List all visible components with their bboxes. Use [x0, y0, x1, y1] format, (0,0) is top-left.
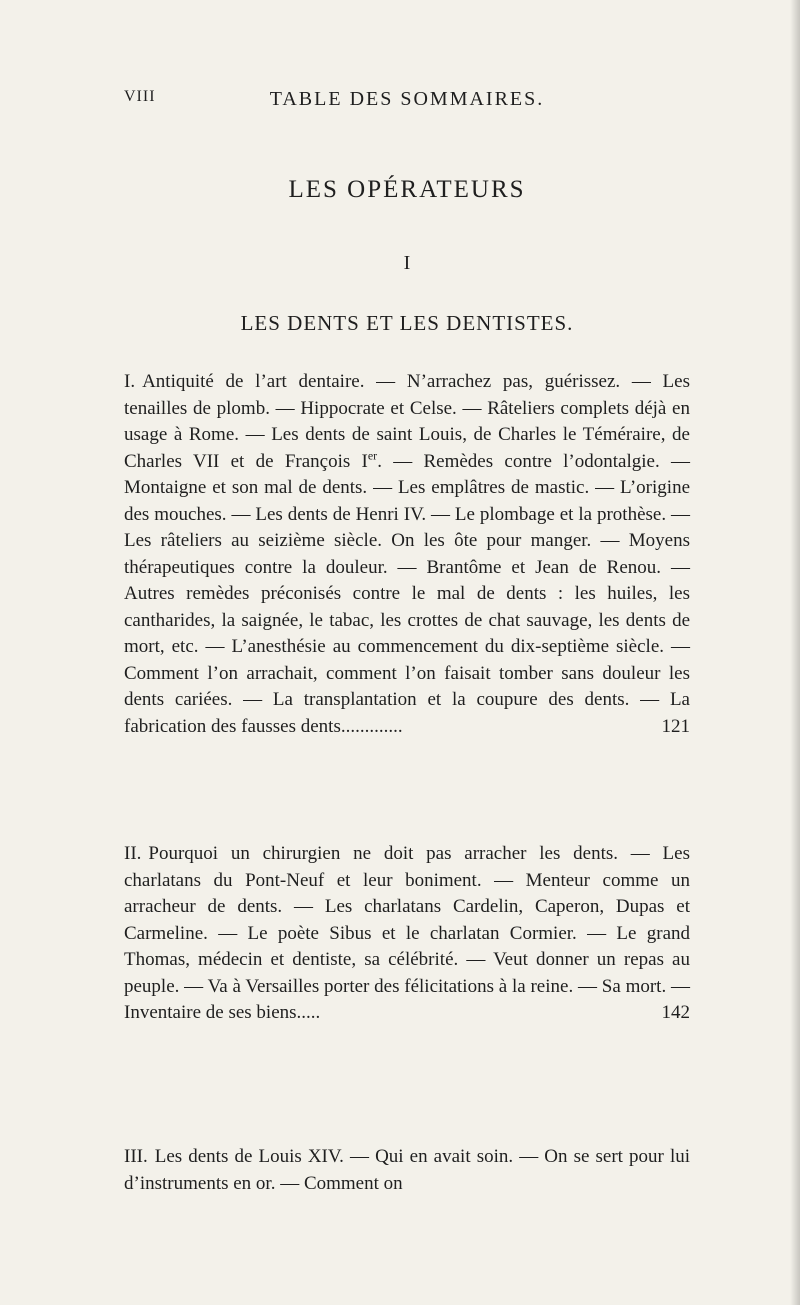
- entry-text: Pourquoi un chirurgien ne doit pas arracher les dents. — Les charlatans du Pont-Neuf et leur boniment. — Menteur comme un arracheur de dents. — Les charlatans Cardelin, Caperon, Dupas et Carmeline. — Le poète Sibus et le charlatan Cormier. — Le grand Thomas, médecin et dentiste, sa célébrité. — Veut donner un repas au peuple. — Va à Versailles porter des félicitations à la reine. — Sa mort. — Inventaire de ses biens.....: [124, 843, 690, 1023]
- table-entry-2: [124, 841, 690, 1027]
- entry-superscript: er: [367, 448, 378, 463]
- scan-shadow: [790, 0, 800, 1305]
- entry-page-number: 142: [661, 1002, 690, 1023]
- subsection-title: LES DENTS ET LES DENTISTES.: [240, 311, 574, 335]
- entry-numeral: I.: [124, 371, 136, 392]
- part-numeral: I: [403, 252, 411, 274]
- running-title: TABLE DES SOMMAIRES.: [269, 88, 545, 110]
- entry-text-continued: . — Remèdes contre l’odontalgie. — Montaigne et son mal de dents. — Les emplâtres de mastic. — L’origine des mouches. — Les dents de Henri IV. — Le plombage et la prothèse. — Les râteliers au seizième siècle. On les ôte pour manger. — Moyens thérapeutiques contre la douleur. — Brantôme et Jean de Renou. — Autres remèdes préconisés contre le mal de dents : les huiles, les cantharides, la saignée, le tabac, les crottes de chat sauvage, les dents de mort, etc. — L’anesthésie au commencement du dix-septième siècle. — Comment l’on arrachait, comment l’on faisait tomber sans douleur les dents cariées. — La transplantation et la coupure des dents. — La fabrication des fausses dents.............: [124, 450, 690, 737]
- entry-page-number: 121: [661, 715, 690, 737]
- entry-text: Les dents de Louis XIV. — Qui en avait soin. — On se sert pour lui d’instruments en or. — Comment on: [124, 1146, 690, 1194]
- entry-text: Antiquité de l’art dentaire. — N’arrachez pas, guérissez. — Les tenailles de plomb. — Hippocrate et Celse. — Râteliers complets déjà en usage à Rome. — Les dents de saint Louis, de Charles le Téméraire, de Charles VII et de François I: [124, 371, 690, 472]
- table-entry-1: [124, 369, 690, 740]
- table-entry-3: [124, 1144, 690, 1197]
- page-number: VIII: [124, 88, 156, 105]
- running-header: [124, 88, 690, 112]
- section-title: LES OPÉRATEURS: [288, 176, 526, 203]
- entry-numeral: III.: [124, 1146, 148, 1167]
- entry-numeral: II.: [124, 843, 142, 864]
